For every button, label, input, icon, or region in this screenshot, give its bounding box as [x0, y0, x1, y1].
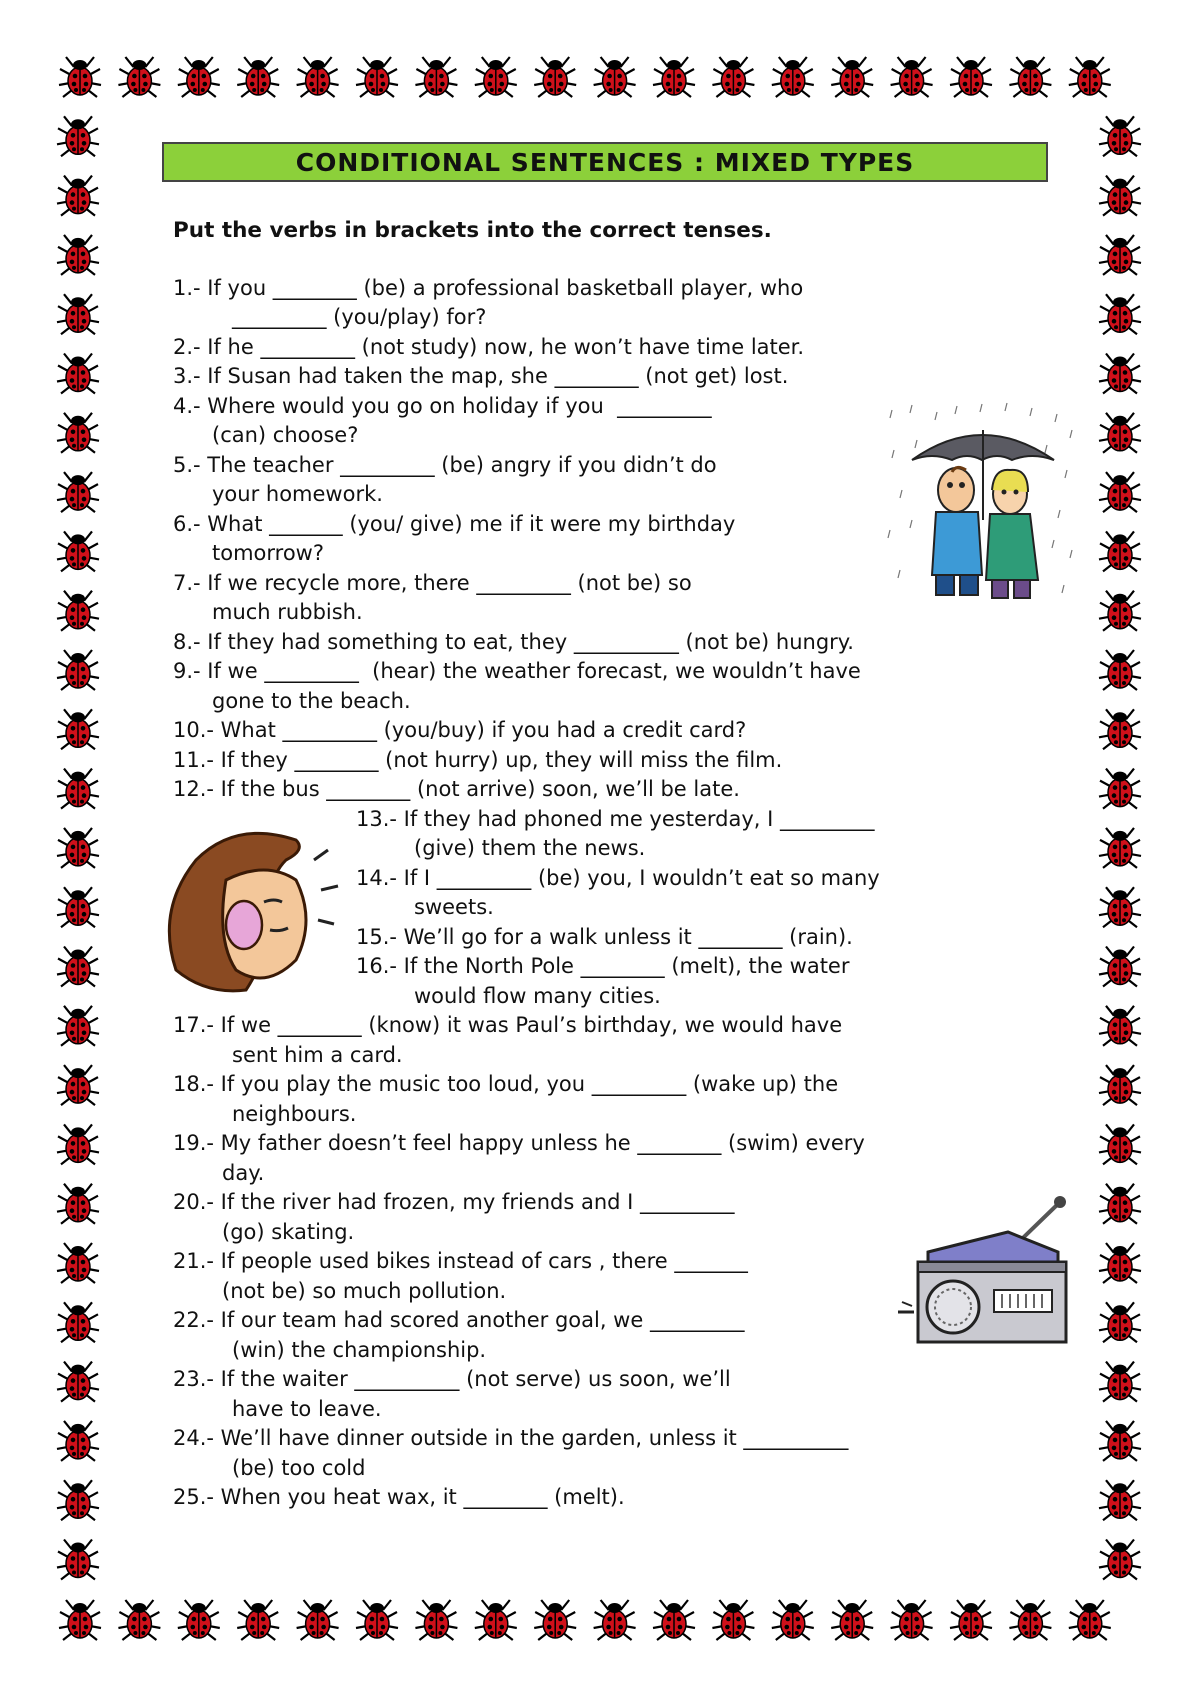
ladybug-icon [118, 1600, 160, 1640]
ladybug-icon [57, 709, 99, 749]
exercise-line: (not be) so much pollution. [222, 1279, 507, 1303]
ladybug-icon [891, 57, 933, 97]
exercise-line: _________ (you/play) for? [232, 305, 487, 329]
ladybug-icon [57, 887, 99, 927]
ladybug-icon [950, 57, 992, 97]
exercise-line: neighbours. [232, 1102, 357, 1126]
ladybug-icon [653, 57, 695, 97]
ladybug-icon [534, 1600, 576, 1640]
ladybug-icon [1099, 413, 1141, 453]
ladybug-icon [356, 1600, 398, 1640]
exercise-line: 14.- If I _________ (be) you, I wouldn’t eat so many [356, 866, 880, 890]
ladybug-icon [1099, 1124, 1141, 1164]
ladybug-icon [1099, 531, 1141, 571]
ladybug-icon [57, 1006, 99, 1046]
ladybug-icon [57, 1540, 99, 1580]
ladybug-icon [653, 1600, 695, 1640]
exercise-line: (be) too cold [232, 1456, 366, 1480]
exercise-line: would flow many cities. [414, 984, 661, 1008]
ladybug-icon [57, 1362, 99, 1402]
exercise-line: sent him a card. [232, 1043, 403, 1067]
exercise-line: 16.- If the North Pole ________ (melt), the water [356, 954, 850, 978]
exercise-line: tomorrow? [212, 541, 324, 565]
ladybug-icon [1099, 1480, 1141, 1520]
exercise-line: (go) skating. [222, 1220, 355, 1244]
ladybug-icon [475, 57, 517, 97]
ladybug-icon [57, 1243, 99, 1283]
exercise-line: 22.- If our team had scored another goal, we _________ [173, 1308, 745, 1332]
ladybug-icon [1009, 57, 1051, 97]
ladybug-icon [475, 1600, 517, 1640]
ladybug-icon [1099, 116, 1141, 156]
exercise-line: your homework. [212, 482, 383, 506]
ladybug-icon [57, 650, 99, 690]
ladybug-icon [1099, 947, 1141, 987]
ladybug-icon [1099, 235, 1141, 275]
exercise-line: have to leave. [232, 1397, 382, 1421]
ladybug-icon [950, 1600, 992, 1640]
ladybug-icon [1099, 1065, 1141, 1105]
exercise-line: 12.- If the bus ________ (not arrive) soon, we’ll be late. [173, 777, 740, 801]
ladybug-icon [1099, 828, 1141, 868]
ladybug-icon [57, 472, 99, 512]
ladybug-icon [772, 57, 814, 97]
exercise-line: 10.- What _________ (you/buy) if you had a credit card? [173, 718, 747, 742]
ladybug-icon [297, 57, 339, 97]
ladybug-icon [1099, 1540, 1141, 1580]
exercise-line: much rubbish. [212, 600, 363, 624]
exercise-line: 11.- If they ________ (not hurry) up, they will miss the film. [173, 748, 783, 772]
radio-illustration [898, 1192, 1074, 1352]
ladybug-icon [415, 1600, 457, 1640]
ladybug-icon [57, 413, 99, 453]
ladybug-icon [415, 57, 457, 97]
ladybug-icon [297, 1600, 339, 1640]
ladybug-icon [831, 1600, 873, 1640]
ladybug-icon [57, 235, 99, 275]
ladybug-icon [57, 531, 99, 571]
ladybug-icon [57, 1184, 99, 1224]
ladybug-icon [1069, 57, 1111, 97]
ladybug-icon [1099, 769, 1141, 809]
exercise-line: 25.- When you heat wax, it ________ (melt). [173, 1485, 625, 1509]
ladybug-icon [57, 116, 99, 156]
sick-woman-illustration [156, 820, 356, 1000]
ladybug-icon [59, 57, 101, 97]
exercise-line: 19.- My father doesn’t feel happy unless he ________ (swim) every [173, 1131, 865, 1155]
ladybug-icon [237, 57, 279, 97]
ladybug-icon [57, 1124, 99, 1164]
ladybug-icon [57, 354, 99, 394]
ladybug-icon [1009, 1600, 1051, 1640]
exercise-line: 8.- If they had something to eat, they __________ (not be) hungry. [173, 630, 854, 654]
exercise-line: 15.- We’ll go for a walk unless it ________ (rain). [356, 925, 853, 949]
ladybug-icon [356, 57, 398, 97]
exercise-line: 9.- If we _________ (hear) the weather forecast, we wouldn’t have [173, 659, 861, 683]
ladybug-icon [118, 57, 160, 97]
ladybug-icon [1099, 1421, 1141, 1461]
ladybug-icon [1099, 1184, 1141, 1224]
ladybug-icon [57, 1421, 99, 1461]
ladybug-icon [57, 769, 99, 809]
ladybug-icon [1099, 1006, 1141, 1046]
exercise-line: 7.- If we recycle more, there _________ (not be) so [173, 571, 692, 595]
ladybug-icon [831, 57, 873, 97]
ladybug-icon [1099, 650, 1141, 690]
ladybug-icon [712, 1600, 754, 1640]
exercise-line: 23.- If the waiter __________ (not serve) us soon, we’ll [173, 1367, 731, 1391]
exercise-line: day. [222, 1161, 265, 1185]
ladybug-icon [57, 828, 99, 868]
ladybug-icon [178, 1600, 220, 1640]
ladybug-icon [57, 591, 99, 631]
exercise-line: 4.- Where would you go on holiday if you _________ [173, 394, 712, 418]
ladybug-icon [1099, 472, 1141, 512]
ladybug-icon [1069, 1600, 1111, 1640]
ladybug-icon [57, 1302, 99, 1342]
ladybug-icon [1099, 1362, 1141, 1402]
ladybug-icon [237, 1600, 279, 1640]
exercise-line: 2.- If he _________ (not study) now, he won’t have time later. [173, 335, 805, 359]
ladybug-icon [891, 1600, 933, 1640]
page-title: CONDITIONAL SENTENCES : MIXED TYPES [162, 142, 1048, 182]
exercise-line: (win) the championship. [232, 1338, 487, 1362]
ladybug-icon [1099, 294, 1141, 334]
ladybug-icon [594, 1600, 636, 1640]
exercise-line: 24.- We’ll have dinner outside in the garden, unless it __________ [173, 1426, 849, 1450]
ladybug-icon [57, 294, 99, 334]
ladybug-icon [57, 176, 99, 216]
exercise-line: 20.- If the river had frozen, my friends and I _________ [173, 1190, 735, 1214]
ladybug-icon [594, 57, 636, 97]
exercise-line: 6.- What _______ (you/ give) me if it were my birthday [173, 512, 736, 536]
exercise-line: 5.- The teacher _________ (be) angry if you didn’t do [173, 453, 717, 477]
exercise-line: 13.- If they had phoned me yesterday, I _________ [356, 807, 875, 831]
exercise-line: 21.- If people used bikes instead of cars , there _______ [173, 1249, 748, 1273]
ladybug-icon [57, 1480, 99, 1520]
exercise-line: (can) choose? [212, 423, 359, 447]
ladybug-icon [712, 57, 754, 97]
ladybug-icon [1099, 176, 1141, 216]
ladybug-icon [57, 1065, 99, 1105]
ladybug-icon [772, 1600, 814, 1640]
exercise-line: 18.- If you play the music too loud, you _________ (wake up) the [173, 1072, 839, 1096]
ladybug-icon [534, 57, 576, 97]
ladybug-icon [1099, 354, 1141, 394]
exercise-line: 1.- If you ________ (be) a professional basketball player, who [173, 276, 804, 300]
exercise-line: gone to the beach. [212, 689, 411, 713]
instructions: Put the verbs in brackets into the correct tenses. [173, 218, 772, 243]
ladybug-icon [1099, 709, 1141, 749]
exercise-line: 17.- If we ________ (know) it was Paul’s birthday, we would have [173, 1013, 843, 1037]
exercise-line: sweets. [414, 895, 494, 919]
exercise-line: 3.- If Susan had taken the map, she ________ (not get) lost. [173, 364, 789, 388]
ladybug-icon [1099, 1243, 1141, 1283]
ladybug-icon [1099, 887, 1141, 927]
umbrella-couple-illustration [882, 400, 1082, 610]
ladybug-icon [57, 947, 99, 987]
ladybug-icon [1099, 591, 1141, 631]
ladybug-icon [1099, 1302, 1141, 1342]
ladybug-icon [178, 57, 220, 97]
ladybug-icon [59, 1600, 101, 1640]
exercise-line: (give) them the news. [414, 836, 646, 860]
